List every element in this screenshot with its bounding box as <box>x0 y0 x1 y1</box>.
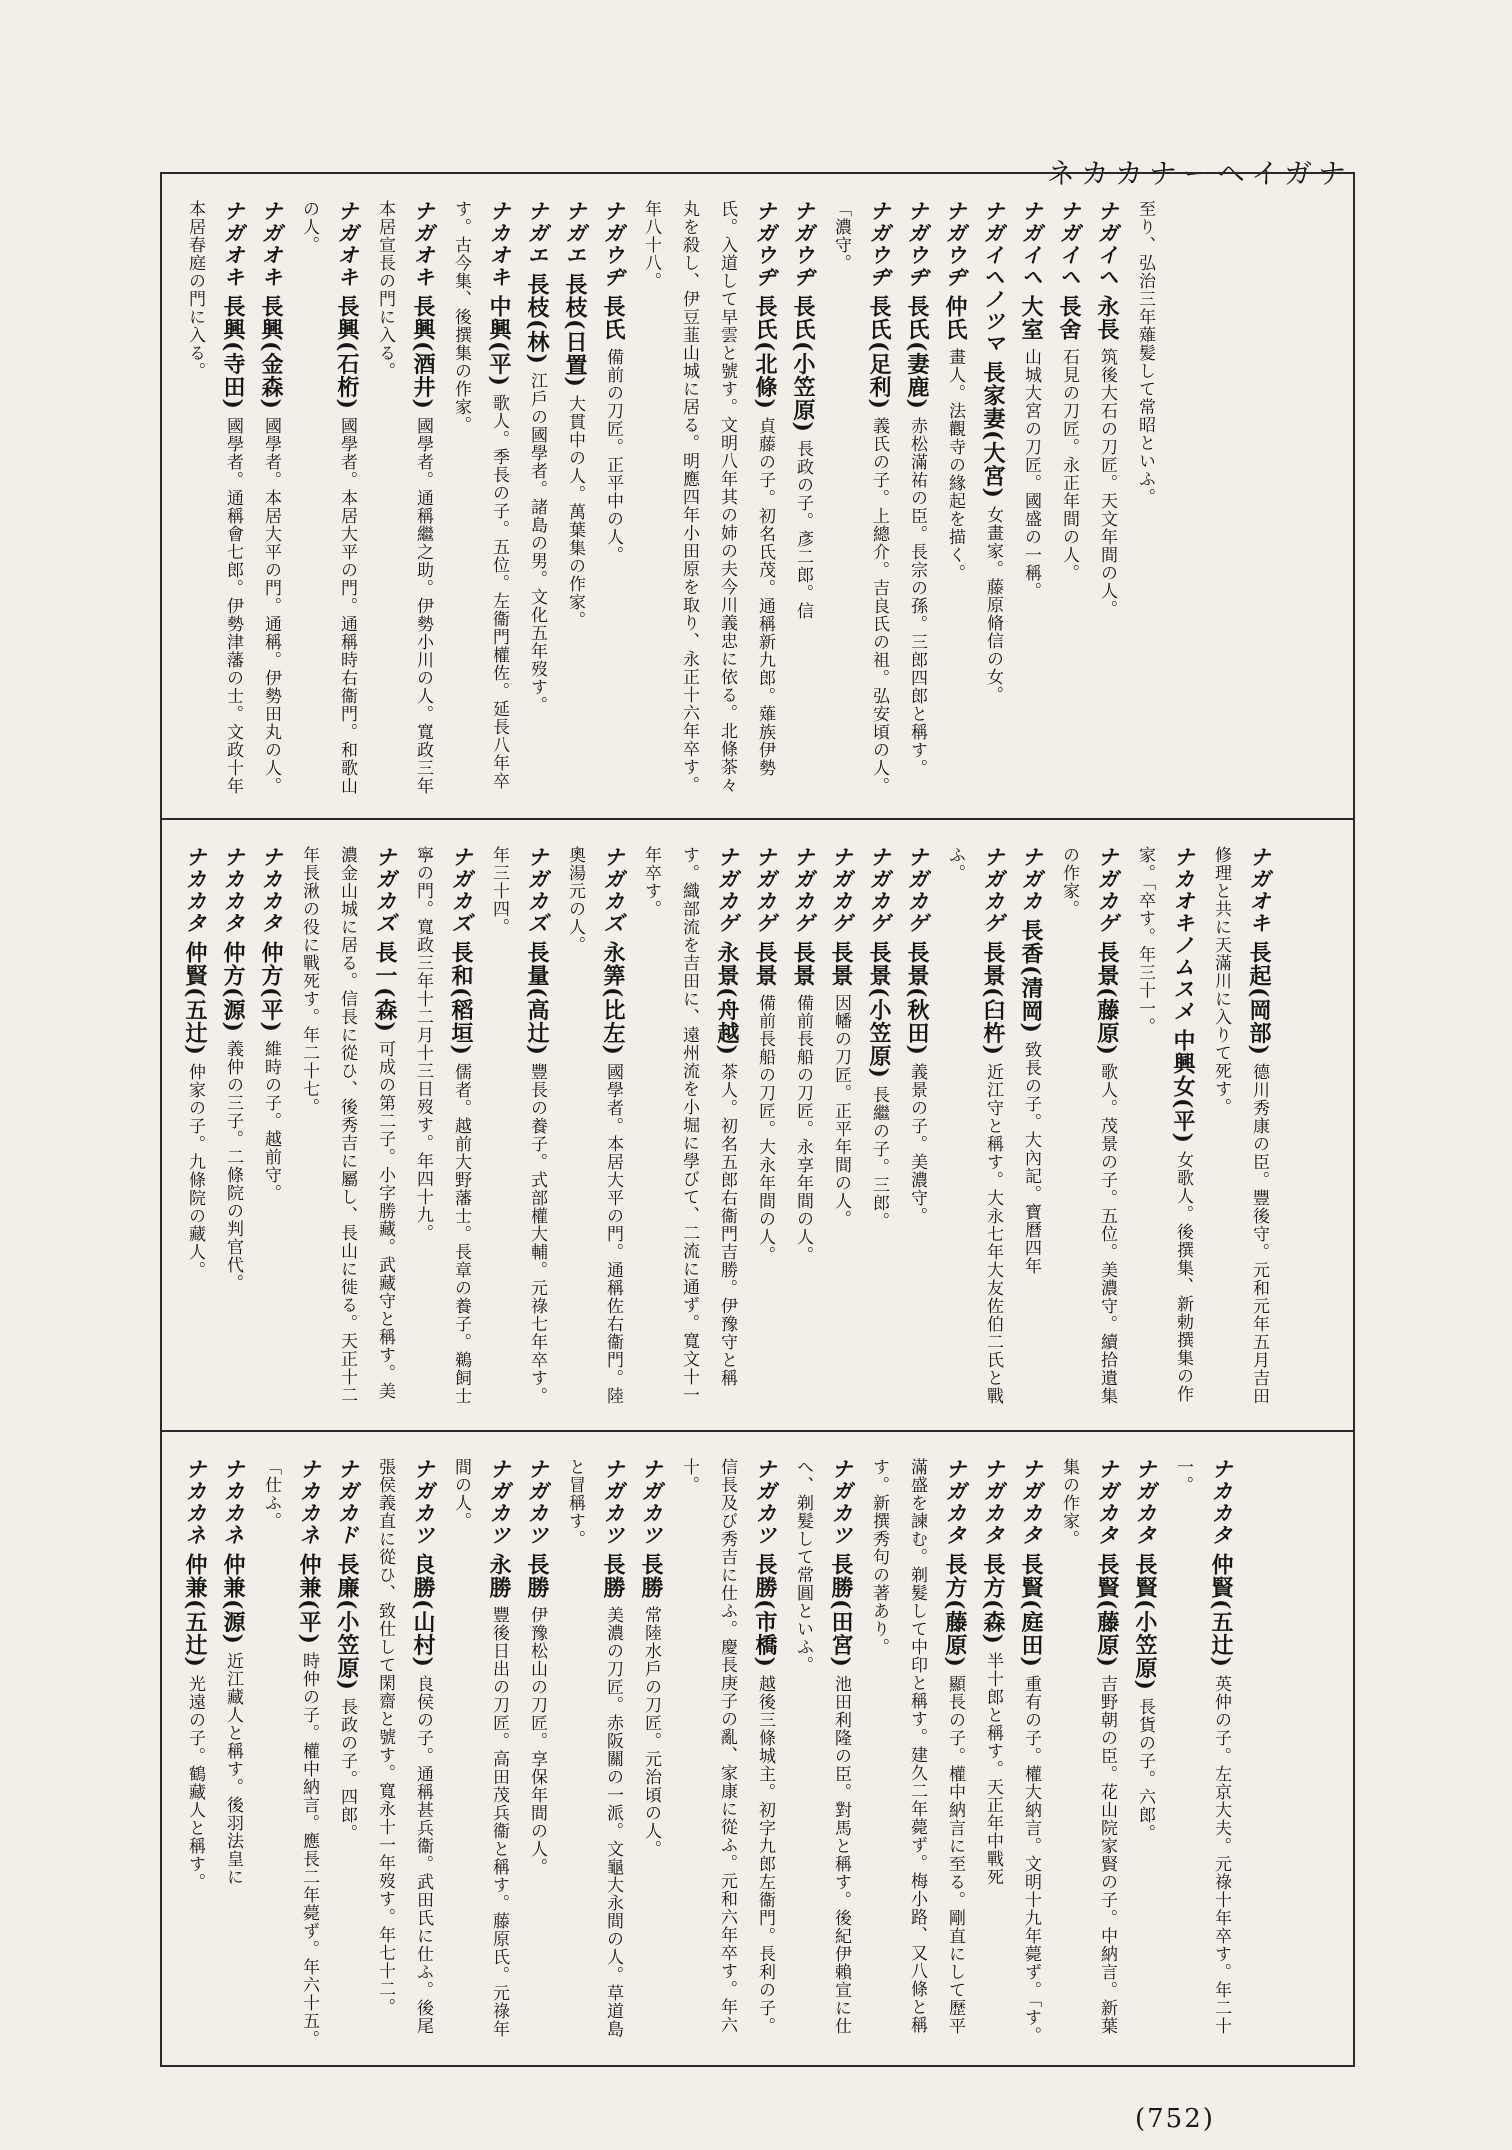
entry-reading: ナカオキノムスメ <box>1171 846 1195 1022</box>
dictionary-entry <box>518 200 556 798</box>
entry-description: 近江藏人と稱す。後羽法皇に <box>223 1651 243 1886</box>
entry-name: 長舍 <box>1056 295 1082 342</box>
entry-reading: ナガイヘ <box>1019 200 1043 288</box>
dictionary-entry <box>1164 1458 1240 2049</box>
entry-name: 長氏 <box>600 295 626 342</box>
entry-description: 歌人。茂景の子。五位。美濃守。續拾遺集の作家。 <box>1059 846 1117 1405</box>
entry-reading: ナガカツ <box>525 1458 549 1546</box>
dictionary-entry <box>632 1458 670 2049</box>
entry-name: 長景 <box>828 941 854 988</box>
dictionary-entry <box>1012 1458 1050 2049</box>
entry-name: 仲方(平) <box>258 941 284 1033</box>
entry-description: 備前の刀匠。正平中の人。 <box>603 348 623 565</box>
entry-reading: ナガカゲ <box>1095 846 1119 934</box>
entry-name: 仲氏 <box>942 295 968 342</box>
dictionary-entry <box>822 200 898 798</box>
entry-reading: ナガカゲ <box>791 846 815 934</box>
dictionary-entry <box>1050 846 1126 1410</box>
dictionary-entry <box>1126 846 1202 1410</box>
dictionary-entry <box>1012 200 1050 798</box>
dictionary-entry <box>822 846 860 1410</box>
entry-reading: ナカカタ <box>259 846 283 934</box>
dictionary-entry <box>556 1458 632 2049</box>
entry-name: 中興女(平) <box>1170 1029 1196 1144</box>
dictionary-entry <box>328 1458 366 2049</box>
entry-description: 大貫中の人。萬葉集の作家。 <box>565 394 585 629</box>
entry-name: 長方(藤原) <box>942 1553 968 1668</box>
entry-name: 長枝(日置) <box>562 273 588 388</box>
dictionary-entry <box>1050 1458 1126 2049</box>
entry-description: 可成の第二子。小字勝藏。武藏守と稱す。美濃金山城に居る。信長に從ひ、後秀吉に屬し、長山に徙る。天正十二年長湫の役に戰死す。年二十七。 <box>299 846 395 1404</box>
entry-name: 長方(森) <box>980 1553 1006 1645</box>
entry-reading: ナガウヂ <box>753 200 777 288</box>
entry-reading: ナガカズ <box>525 846 549 934</box>
entry-description: 維時の子。越前守。 <box>261 1039 281 1202</box>
dictionary-entry <box>366 1458 442 2049</box>
dictionary-entry <box>556 846 632 1410</box>
entry-description: 越後三條城主。初字九郎左衞門。長利の子。信長及び秀吉に仕ふ。慶長庚子の亂、家康に從ふ。元和六年卒す。年六十。 <box>679 1458 775 2035</box>
entry-description: 吉野朝の臣。花山院家賢の子。中納言。新葉集の作家。 <box>1059 1458 1117 2035</box>
entry-reading: ナガオキ <box>335 200 359 288</box>
entry-reading: ナガエ <box>525 200 549 266</box>
entry-description: 長政の子。四郎。 <box>337 1697 357 1842</box>
entry-description: 女畫家。藤原脩信の女。 <box>983 505 1003 704</box>
dictionary-entry <box>442 1458 518 2049</box>
entry-reading: ナガカツ <box>601 1458 625 1546</box>
entry-name: 長量(高辻) <box>524 941 550 1056</box>
dictionary-entry <box>632 846 746 1410</box>
entry-reading: ナガカズ <box>449 846 473 934</box>
entry-reading: ナカカネ <box>297 1458 321 1546</box>
entry-name: 長勝 <box>600 1553 626 1600</box>
entry-description: 長貨の子。六郎。 <box>1135 1697 1155 1842</box>
entry-name: 長興(酒井) <box>410 295 436 410</box>
entry-name: 長勝(田宮) <box>828 1553 854 1668</box>
entry-description: 近江守と稱す。大永七年大友佐伯二氏と戰ふ。 <box>945 846 1003 1405</box>
entry-description: 國學者。通稱繼之助。伊勢小川の人。寬政三年本居宣長の門に入る。 <box>375 200 433 795</box>
entry-name: 長景 <box>790 941 816 988</box>
entry-name: 長氏(小笠原) <box>790 295 816 433</box>
text-band-top <box>162 174 1353 820</box>
entry-description: 石見の刀匠。永正年間の人。 <box>1059 348 1079 583</box>
entry-reading: ナガカゲ <box>981 846 1005 934</box>
entry-name: 永長 <box>1094 295 1120 342</box>
dictionary-entry <box>1012 846 1050 1410</box>
entry-name: 長氏(足利) <box>866 295 892 410</box>
entry-name: 長賢(小笠原) <box>1132 1553 1158 1691</box>
entry-reading: ナガウヂ <box>867 200 891 288</box>
entry-description: 國學者。本居大平の門。通稱佐右衞門。陸奧湯元の人。 <box>565 846 623 1405</box>
entry-name: 長賢(庭田) <box>1018 1553 1044 1668</box>
entry-description: 赤松滿祐の臣。長宗の孫。三郎四郎と稱す。 <box>907 416 927 777</box>
entry-reading: ナカカタ <box>221 846 245 934</box>
entry-description: 因幡の刀匠。正平年間の人。 <box>831 994 851 1229</box>
dictionary-entry <box>290 200 366 798</box>
entry-reading: ナガカゲ <box>829 846 853 934</box>
entry-description: 光遠の子。鶴藏人と稱す。 <box>185 1674 205 1891</box>
dictionary-entry <box>936 200 974 798</box>
entry-name: 長一(森) <box>372 941 398 1033</box>
dictionary-entry <box>214 1458 252 2049</box>
dictionary-entry <box>632 200 784 798</box>
text-band-bottom <box>162 1432 1353 2067</box>
entry-description: 備前長船の刀匠。永享年間の人。 <box>793 994 813 1265</box>
entry-reading: ナガウヂ <box>601 200 625 288</box>
entry-reading: ナカカネ <box>183 1458 207 1546</box>
page-number: (752) <box>1135 2104 1215 2134</box>
entry-reading: ナガカゲ <box>753 846 777 934</box>
entry-description: 義仲の三子。二條院の判官代。 <box>223 1039 243 1292</box>
dictionary-entry <box>1202 846 1278 1410</box>
entry-description: 至り、弘治三年薙髪して常昭といふ。 <box>1135 200 1155 506</box>
dictionary-entry <box>784 200 822 798</box>
entry-name: 仲賢(五辻) <box>1208 1553 1234 1668</box>
dictionary-entry <box>898 200 936 798</box>
dictionary-entry <box>442 200 518 798</box>
entry-name: 長廉(小笠原) <box>334 1553 360 1691</box>
entry-description: 國學者。通稱會七郎。伊勢津藩の士。文政十年本居春庭の門に入る。 <box>185 200 243 795</box>
entry-reading: ナガカツ <box>639 1458 663 1546</box>
entry-reading: ナガイヘ <box>1057 200 1081 288</box>
entry-reading: ナガカタ <box>1019 1458 1043 1546</box>
dictionary-entry <box>252 846 290 1410</box>
dictionary-entry <box>898 846 936 1410</box>
entry-name: 長起(岡部) <box>1246 941 1272 1056</box>
dictionary-entry <box>1126 1458 1164 2049</box>
entry-reading: ナガオキ <box>411 200 435 288</box>
dictionary-entry <box>784 846 822 1410</box>
dictionary-entry <box>974 200 1012 798</box>
dictionary-entry <box>1088 200 1126 798</box>
entry-name: 永勝 <box>486 1553 512 1600</box>
entry-name: 長賢(藤原) <box>1094 1553 1120 1668</box>
entry-name: 仲賢(五辻) <box>182 941 208 1056</box>
dictionary-entry <box>974 1458 1012 2049</box>
entry-column <box>162 1432 1254 2067</box>
entry-description: 筑後大石の刀匠。天文年間の人。 <box>1097 348 1117 619</box>
entry-description: 仲家の子。九條院の藏人。 <box>185 1062 205 1279</box>
entry-description: 女歌人。後撰集、新勅撰集の作家。「卒す。年三十一。 <box>1135 846 1193 1403</box>
entry-reading: ナガカ <box>1019 846 1043 912</box>
entry-reading: ナガウヂ <box>943 200 967 288</box>
entry-description: 致長の子。大內記。寶曆四年 <box>1021 1040 1041 1275</box>
dictionary-entry <box>404 846 480 1410</box>
entry-description: 豐後日出の刀匠。高田茂兵衞と稱す。藤原氏。元祿年間の人。 <box>451 1458 509 2039</box>
entry-reading: ナガオキ <box>221 200 245 288</box>
entry-name: 仲方(源) <box>220 941 246 1033</box>
entry-column <box>162 820 1292 1430</box>
entry-reading: ナガカタ <box>981 1458 1005 1546</box>
entry-name: 長興(寺田) <box>220 295 246 410</box>
dictionary-entry <box>366 200 442 798</box>
dictionary-entry <box>936 846 1012 1410</box>
entry-description: 歌人。季長の子。五位。左衞門權佐。延長八年卒す。古今集、後撰集の作家。 <box>451 200 509 790</box>
dictionary-entry <box>594 200 632 798</box>
dictionary-entry <box>252 1458 328 2049</box>
dictionary-entry <box>518 1458 556 2049</box>
dictionary-entry <box>480 846 556 1410</box>
entry-name: 仲兼(平) <box>296 1553 322 1645</box>
entry-reading: ナガカタ <box>1133 1458 1157 1546</box>
entry-reading: ナガイヘノツマ <box>981 200 1005 354</box>
entry-description: 德川秀康の臣。豐後守。元和元年五月吉田修理と共に天滿川に入りて死す。 <box>1211 846 1269 1405</box>
entry-reading: ナガカド <box>335 1458 359 1546</box>
entry-description: 畫人。法觀寺の緣起を描く。 <box>945 348 965 583</box>
entry-description: 美濃の刀匠。赤阪關の一派。文龜大永間の人。草道島と冒稱す。 <box>565 1458 623 2039</box>
entry-description: 國學者。本居大平の門。通稱。伊勢田丸の人。 <box>261 416 281 795</box>
dictionary-entry <box>252 200 290 798</box>
entry-reading: ナガカズ <box>373 846 397 934</box>
dictionary-entry <box>176 200 252 798</box>
entry-name: 長氏(北條) <box>752 295 778 410</box>
dictionary-entry <box>176 846 214 1410</box>
entry-reading: ナカカネ <box>221 1458 245 1546</box>
entry-name: 長景 <box>752 941 778 988</box>
entry-reading: ナガカツ <box>411 1458 435 1546</box>
entry-description: 良侯の子。通稱甚兵衞。武田氏に仕ふ。後尾張侯義直に從ひ、致仕して閑齋と號す。寬永十一年歿す。年七十二。 <box>375 1458 433 2035</box>
entry-name: 長枝(林) <box>524 273 550 365</box>
entry-description: 備前長船の刀匠。大永年間の人。 <box>755 994 775 1265</box>
dictionary-frame <box>160 172 1355 2067</box>
entry-name: 長景(小笠原) <box>866 941 892 1079</box>
dictionary-entry <box>860 846 898 1410</box>
entry-name: 長興(石桁) <box>334 295 360 410</box>
entry-name: 大室 <box>1018 295 1044 342</box>
entry-reading: ナガカツ <box>753 1458 777 1546</box>
entry-name: 長景(秋田) <box>904 941 930 1056</box>
entry-reading: ナカカタ <box>1209 1458 1233 1546</box>
entry-reading: ナガイヘ <box>1095 200 1119 288</box>
entry-description: 義景の子。美濃守。 <box>907 1062 927 1225</box>
entry-name: 長和(稻垣) <box>448 941 474 1056</box>
running-head: ネカカナーヘイガナ <box>1046 157 1352 190</box>
dictionary-entry <box>290 846 404 1410</box>
entry-name: 長氏(妻鹿) <box>904 295 930 410</box>
entry-name: 仲兼(源) <box>220 1553 246 1645</box>
dictionary-entry <box>746 846 784 1410</box>
dictionary-entry <box>1050 200 1088 798</box>
entry-reading: ナガカゲ <box>867 846 891 934</box>
entry-name: 長景(臼杵) <box>980 941 1006 1056</box>
entry-description: 江戶の國學者。諸島の男。文化五年歿す。 <box>527 371 547 714</box>
entry-description: 儒者。越前大野藩士。長章の養子。鵜飼士寧の門。寬政三年十二月十三日歿す。年四十九。 <box>413 846 471 1405</box>
dictionary-entry <box>214 846 252 1410</box>
entry-reading: ナガカゲ <box>715 846 739 934</box>
entry-description: 豐長の養子。式部權大輔。元祿七年卒す。年三十四。 <box>489 846 547 1405</box>
entry-name: 長家妻(大宮) <box>980 361 1006 499</box>
entry-reading: ナカカタ <box>183 846 207 934</box>
entry-description: 長繼の子。三郎。 <box>869 1085 889 1230</box>
entry-reading: ナガカツ <box>487 1458 511 1546</box>
entry-name: 長勝 <box>524 1553 550 1600</box>
entry-name: 良勝(山村) <box>410 1553 436 1668</box>
dictionary-entry <box>556 200 594 798</box>
entry-description: 重有の子。權大納言。文明十九年薨ず。「す。 <box>1021 1674 1041 2045</box>
dictionary-entry <box>176 1458 214 2049</box>
dictionary-entry <box>784 1458 860 2049</box>
text-band-middle <box>162 820 1353 1432</box>
entry-description: 長政の子。彥二郎。信 <box>793 439 813 620</box>
entry-reading: ナガウヂ <box>791 200 815 288</box>
entry-reading: ナガオキ <box>259 200 283 288</box>
entry-description: 國學者。本居大平の門。通稱時右衞門。和歌山の人。 <box>299 200 357 795</box>
entry-description: 池田利隆の臣。對馬と稱す。後紀伊賴宣に仕へ、剃髮して常圓といふ。 <box>793 1458 851 2035</box>
entry-description: 山城大宮の刀匠。國盛の一稱。 <box>1021 348 1041 601</box>
entry-description: 伊豫松山の刀匠。享保年間の人。 <box>527 1606 547 1877</box>
entry-name: 長興(金森) <box>258 295 284 410</box>
dictionary-entry <box>860 1458 974 2049</box>
entry-reading: ナガエ <box>563 200 587 266</box>
dictionary-entry <box>670 1458 784 2049</box>
entry-name: 長景(藤原) <box>1094 941 1120 1056</box>
entry-name: 長勝(市橋) <box>752 1553 778 1668</box>
entry-reading: ナガカゲ <box>905 846 929 934</box>
entry-name: 長勝 <box>638 1553 664 1600</box>
entry-name: 仲兼(五辻) <box>182 1553 208 1668</box>
dictionary-entry <box>1126 200 1164 798</box>
entry-reading: ナカオキ <box>487 200 511 288</box>
entry-description: 顯長の子。權中納言に至る。剛直にして歷平滿盛を諫む。剃髮して中印と稱す。建久二年薨ず。梅小路、又八條と稱す。新撰秀句の著あり。 <box>869 1458 965 2035</box>
entry-reading: ナガオキ <box>1247 846 1271 934</box>
entry-reading: ナガウヂ <box>905 200 929 288</box>
entry-column <box>162 174 1178 818</box>
entry-description: 茶人。初名五郎右衞門吉勝。伊豫守と稱す。織部流を吉田に、遠州流を小堀に學びて、二流に通ず。寬文十一年卒す。 <box>641 846 737 1404</box>
entry-name: 永筭(比左) <box>600 941 626 1056</box>
entry-description: 英仲の子。左京大夫。元祿十年卒す。年二十一。 <box>1173 1458 1231 2035</box>
entry-name: 中興(平) <box>486 295 512 387</box>
entry-description: 義氏の子。上總介。吉良氏の祖。弘安頃の人。「濃守。 <box>831 200 889 795</box>
entry-reading: ナガカツ <box>829 1458 853 1546</box>
entry-description: 半十郎と稱す。天正年中戰死 <box>983 1651 1003 1886</box>
entry-reading: ナガカズ <box>601 846 625 934</box>
entry-name: 永景(舟越) <box>714 941 740 1056</box>
entry-reading: ナガカタ <box>1095 1458 1119 1546</box>
entry-reading: ナガカタ <box>943 1458 967 1546</box>
entry-description: 貞藤の子。初名氏茂。通稱新九郎。薙族伊勢氏。入道して早雲と號す。文明八年其の姉の夫今川義忠に依る。北條茶々丸を殺し、伊豆韮山城に居る。明應四年小田原を取り、永正十六年卒す。年八十八。 <box>641 200 775 794</box>
entry-name: 長香(清岡) <box>1018 919 1044 1034</box>
entry-description: 常陸水戶の刀匠。元治頃の人。 <box>641 1606 661 1859</box>
entry-description: 時仲の子。權中納言。應長二年薨ず。年六十五。「仕ふ。 <box>261 1458 319 2048</box>
